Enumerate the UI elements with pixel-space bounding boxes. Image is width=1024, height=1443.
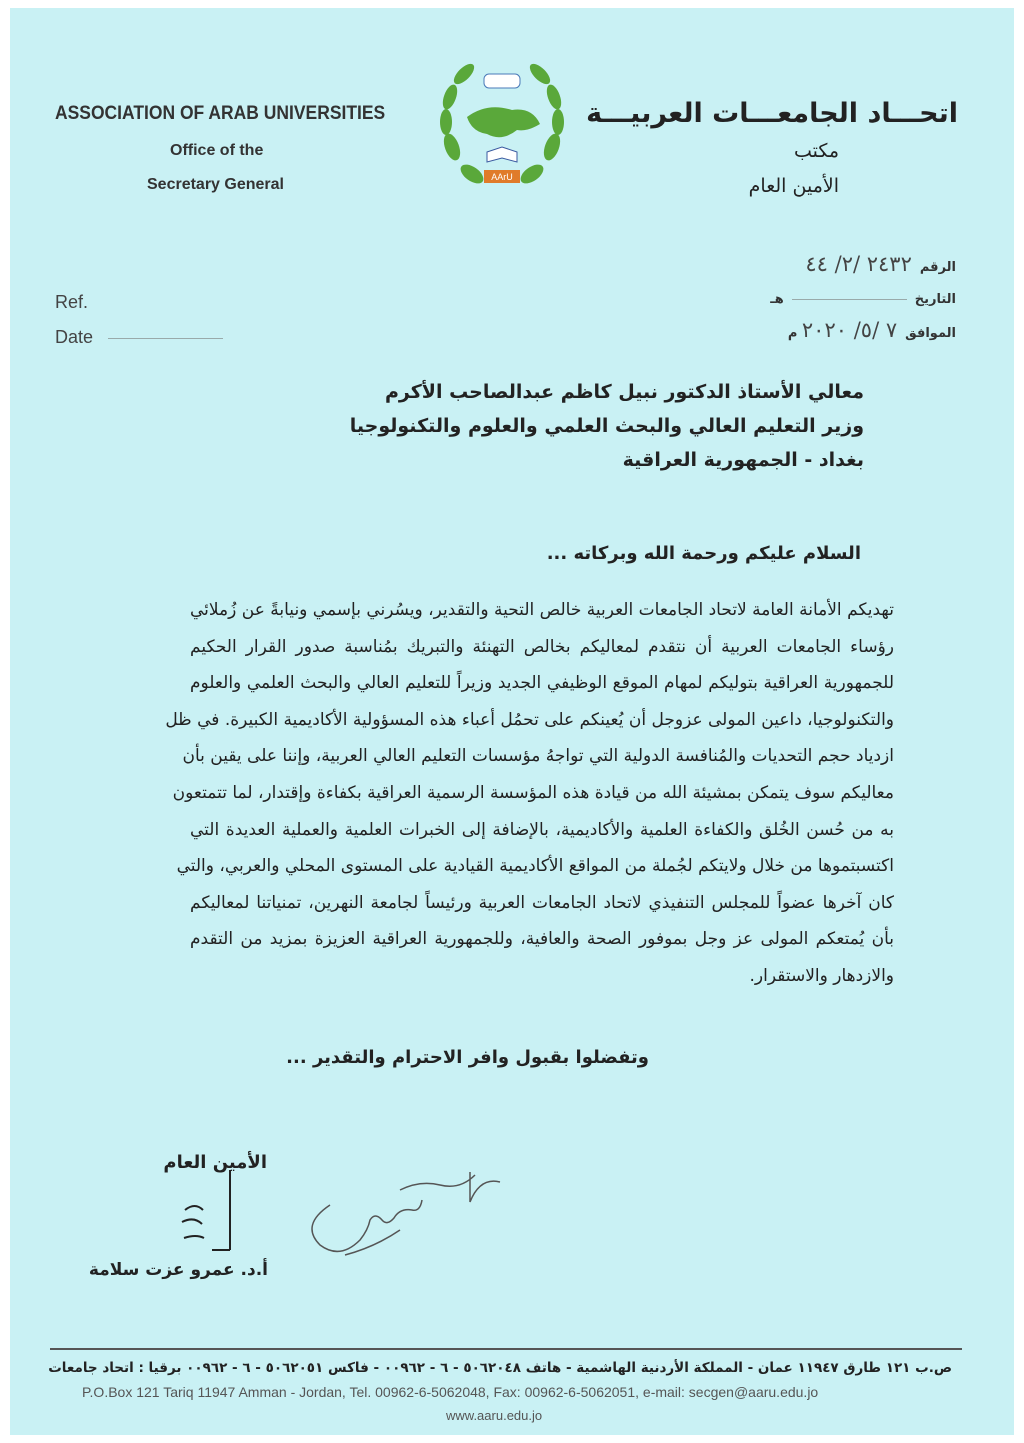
addressee-block: [350, 375, 864, 477]
en-secretary: Secretary General: [147, 176, 284, 193]
date-line: [108, 338, 223, 339]
ar-secretary: الأمين العام: [748, 175, 839, 197]
addressee-line: وزير التعليم العالي والبحث العلمي والعلوم والتكنولوجيا: [349, 415, 864, 437]
addressee-line: معالي الأستاذ الدكتور نبيل كاظم عبدالصاحب الأكرم: [385, 381, 864, 403]
gregorian-value: ٧ /٥/ ٢٠٢٠: [801, 318, 898, 342]
addressee-line: بغداد - الجمهورية العراقية: [622, 449, 864, 471]
ar-org-title: اتحـــاد الجامعـــات العربيـــة: [586, 98, 958, 129]
gregorian-suffix: م: [787, 326, 798, 341]
letter-body: [165, 592, 894, 995]
body-line: بأن يُمتعكم المولى عز وجل بموفور الصحة والعافية، وللجمهورية العراقية العزيزة بمزيد من التقدم: [190, 929, 894, 950]
footer-english-contact: P.O.Box 121 Tariq 11947 Amman - Jordan, Tel. 00962-6-5062048, Fax: 00962-6-5062051, e-mail: secgen@aaru.edu.jo: [82, 1384, 819, 1400]
en-org-title: ASSOCIATION OF ARAB UNIVERSITIES: [55, 103, 386, 124]
body-line: معاليكم سوف يتمكن بمشيئة الله من قيادة هذه المؤسسة الرسمية العراقية بكفاءة وإقتدار، لما تتمتعون: [172, 782, 894, 803]
ref-label: Ref.: [55, 292, 89, 312]
signatory-name: أ.د. عمرو عزت سلامة: [88, 1260, 268, 1280]
greeting: السلام عليكم ورحمة الله وبركاته ...: [546, 543, 861, 564]
aaru-logo: [432, 52, 572, 202]
closing: وتفضلوا بقبول وافر الاحترام والتقدير ...: [286, 1047, 649, 1068]
body-line: تهديكم الأمانة العامة لاتحاد الجامعات العربية خالص التحية والتقدير، ويسُرني بإسمي ونيابةً عن زُملائي: [190, 600, 894, 620]
hijri-suffix: هـ: [770, 292, 784, 307]
signatory-title: الأمين العام: [163, 1152, 267, 1173]
body-line: به من حُسن الخُلق والكفاءة العلمية والأكاديمية، بالإضافة إلى الخبرات العلمية والعملية العديدة التي: [190, 819, 894, 840]
body-line: اكتسبتموها من خلال ولايتكم لجُملة من المواقع الأكاديمية القيادية على المستوى المحلي والعربي، والتي: [176, 856, 894, 877]
en-office: Office of the: [170, 142, 264, 159]
gregorian-label: الموافق: [905, 326, 956, 341]
ar-office: مكتب: [793, 140, 839, 162]
body-line: والتكنولوجيا، داعين المولى عزوجل أن يُعينكم على تحمُل أعباء هذه المسؤولية الأكاديمية الكبيرة. في ظل: [165, 709, 894, 730]
body-line: ازدياد حجم التحديات والمُنافسة الدولية التي تواجهُ مؤسسات التعليم العالي العربية، وإننا على يقين بأن: [182, 746, 894, 767]
hijri-date-field: [770, 292, 956, 307]
gregorian-date-field: [788, 318, 956, 342]
date-field: [55, 327, 223, 348]
body-line: والازدهار والاستقرار.: [749, 965, 894, 986]
hijri-label: التاريخ: [914, 292, 956, 307]
number-field: [805, 252, 956, 276]
date-label: Date: [55, 327, 94, 347]
svg-text:AArU: AArU: [491, 172, 513, 182]
footer-divider: [50, 1348, 962, 1350]
hijri-line: [792, 299, 907, 300]
footer-website-link[interactable]: www.aaru.edu.jo: [446, 1408, 543, 1423]
body-line: رؤساء الجامعات العربية أن نتقدم لمعاليكم بخالص التهنئة والتبريك بمُناسبة صدور القرار الحكيم: [190, 636, 894, 657]
body-line: كان آخرها عضواً للمجلس التنفيذي لاتحاد الجامعات العربية ورئيساً لجامعة النهرين، تمنياتنا لمعاليكم: [190, 892, 894, 913]
footer-arabic-contact: ص.ب ١٢١ طارق ١١٩٤٧ عمان - المملكة الأردنية الهاشمية - هاتف ٥٠٦٢٠٤٨ - ٦ - ٠٠٩٦٢ - فاكس ٥٠٦٢٠٥١ - ٦ - ٠٠٩٦٢ برقيا : اتحاد جامعات: [48, 1360, 952, 1376]
number-value: ٢٤٣٢ /٢/ ٤٤: [805, 252, 912, 276]
body-line: للجمهورية العراقية بتوليكم لمهام الموقع الوظيفي الجديد وزيراً للتعليم العالي والبحث العلمي والعلوم: [190, 673, 894, 694]
number-label: الرقم: [919, 260, 956, 275]
